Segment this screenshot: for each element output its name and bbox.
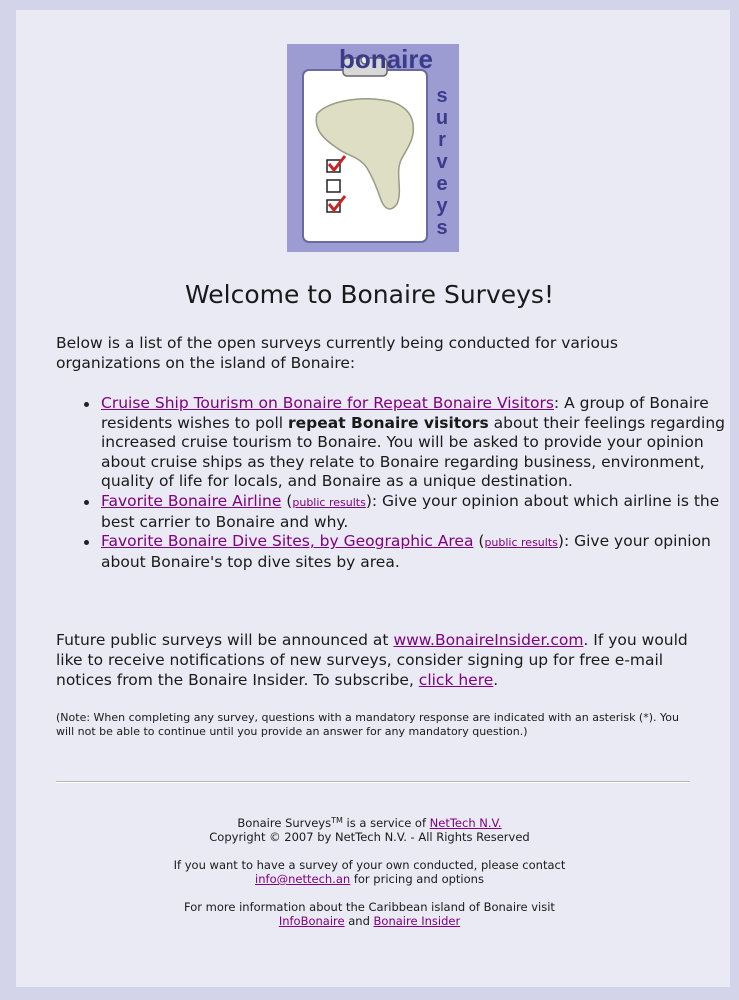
survey-list: [56, 394, 739, 572]
nettech-link[interactable]: NetTech N.V.: [429, 816, 502, 830]
survey-desc-bold: repeat Bonaire visitors: [288, 413, 489, 432]
logo-text-side: s u r v e y s: [435, 85, 449, 239]
survey-link-airline[interactable]: Favorite Bonaire Airline: [101, 491, 282, 510]
future-text: Future public surveys will be announced at: [56, 631, 394, 649]
future-surveys-text: [56, 630, 696, 690]
footer-text: for pricing and options: [350, 872, 484, 886]
survey-desc: ): Give your opinion about Bonaire's top dive sites by area.: [101, 532, 711, 571]
public-results-link-dive-sites[interactable]: public results: [484, 536, 558, 550]
paren-text: (: [281, 491, 293, 510]
subscribe-click-here-link[interactable]: click here: [418, 671, 494, 689]
footer-text: For more information about the Caribbean island of Bonaire visit: [184, 900, 555, 914]
divider: [56, 781, 690, 783]
intro-text: Below is a list of the open surveys currently being conducted for various organizations on the island of Bonaire:: [56, 334, 618, 372]
contact-email-link[interactable]: info@nettech.an: [255, 872, 351, 886]
footer-more-info-line: [0, 900, 739, 928]
survey-desc: about their feelings regarding increased cruise tourism to Bonaire. You will be asked to provide your opinion about cruise ships as they relate to Bonaire regarding business, environment, quality of life for locals, and Bonaire as a unique destination.: [101, 413, 725, 491]
future-text: . If you would like to receive notifications of new surveys, consider signing up for free e-mail notices from the Bonaire Insider. To subscribe,: [56, 631, 688, 689]
list-item: [101, 394, 739, 492]
page-title: Welcome to Bonaire Surveys!: [185, 280, 554, 309]
list-item: [101, 492, 739, 532]
list-item: [101, 532, 739, 572]
bonaire-insider-url-link[interactable]: www.BonaireInsider.com: [393, 631, 584, 649]
footer: [0, 816, 739, 942]
footer-brand: Bonaire Surveys: [237, 816, 332, 830]
footer-service-line: [0, 816, 739, 844]
survey-desc: : A group of Bonaire residents wishes to poll: [101, 394, 709, 432]
footer-contact-line: [0, 858, 739, 886]
copyright: Copyright © 2007 by NetTech N.V. - All Rights Reserved: [209, 830, 530, 844]
future-text: .: [493, 671, 499, 689]
footer-text: is a service of: [342, 816, 430, 830]
bonaire-surveys-logo: [287, 44, 459, 252]
survey-link-cruise-ship[interactable]: Cruise Ship Tourism on Bonaire for Repeat Bonaire Visitors: [101, 394, 554, 412]
infobonaire-link[interactable]: InfoBonaire: [278, 914, 345, 928]
paren-text: (: [473, 532, 485, 551]
bonaire-insider-link[interactable]: Bonaire Insider: [373, 914, 461, 928]
logo-graphic: [287, 44, 459, 252]
mandatory-note: (Note: When completing any survey, questions with a mandatory response are indicated with an asterisk (*). You will not be able to continue until you provide an answer for any mandatory question.): [56, 711, 679, 738]
public-results-link-airline[interactable]: public results: [292, 495, 366, 509]
logo-text-top: bonaire: [339, 44, 433, 74]
footer-text: If you want to have a survey of your own conducted, please contact: [173, 858, 566, 872]
trademark: TM: [331, 816, 343, 825]
survey-desc: ): Give your opinion about which airline is the best carrier to Bonaire and why.: [101, 491, 720, 531]
survey-link-dive-sites[interactable]: Favorite Bonaire Dive Sites, by Geographic Area: [101, 532, 474, 551]
footer-text: and: [344, 914, 374, 928]
